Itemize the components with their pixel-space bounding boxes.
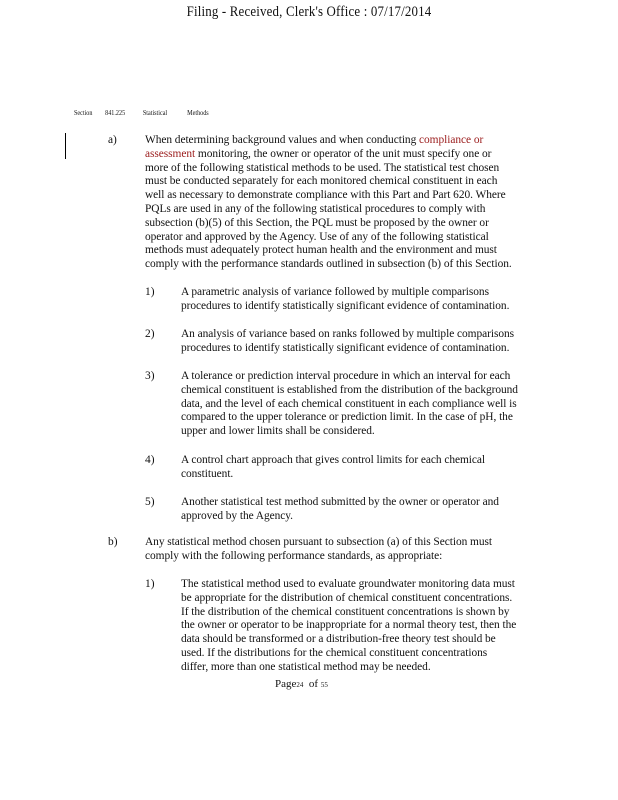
item-a3-text xyxy=(181,370,591,439)
para-a-line2-text: monitoring, the owner or operator of the unit must specify one or xyxy=(195,147,492,160)
revision-insert-text: compliance or xyxy=(419,134,484,146)
list-item-line: A parametric analysis of variance followed by multiple comparisons xyxy=(181,286,489,298)
page-number xyxy=(275,678,328,690)
para-a-marker: a) xyxy=(108,134,117,146)
list-item-line: compared to the upper tolerance or prediction limit. In the case of pH, the xyxy=(181,411,513,424)
item-a4-marker: 4) xyxy=(145,454,155,466)
list-item-line: If the distribution of the chemical constituent concentrations is shown by xyxy=(181,605,510,618)
list-item-line: used. If the distributions for the chemical constituent concentrations xyxy=(181,646,488,659)
para-b-line: Any statistical method chosen pursuant to subsection (a) of this Section must xyxy=(145,536,492,548)
para-b-text xyxy=(145,536,595,564)
para-a-line: operator and approved by the Agency. Use of any of the following statistical xyxy=(145,230,489,243)
para-a-line: subsection (b)(5) of this Section, the PQL must be proposed by the owner or xyxy=(145,216,489,229)
section-heading xyxy=(74,108,209,117)
list-item-line: The statistical method used to evaluate groundwater monitoring data must xyxy=(181,578,515,590)
list-item-line: A tolerance or prediction interval procedure in which an interval for each xyxy=(181,370,511,382)
section-number: 841.225 xyxy=(105,108,126,117)
para-b-line: comply with the following performance standards, as appropriate: xyxy=(145,549,443,562)
item-a3-marker: 3) xyxy=(145,370,155,382)
item-a1-marker: 1) xyxy=(145,286,155,298)
para-a-line xyxy=(145,134,600,148)
para-a-line: comply with the performance standards outlined in subsection (b) of this Section. xyxy=(145,258,512,271)
para-a-line: methods must adequately protect human health and the environment and must xyxy=(145,244,497,257)
para-a-line: well as necessary to demonstrate compliance with this Part and Part 620. Where xyxy=(145,189,506,202)
item-b1-text xyxy=(181,578,591,675)
para-a-line: PQLs are used in any of the following statistical procedures to comply with xyxy=(145,202,486,215)
page-label: Page xyxy=(275,678,297,690)
list-item-line: constituent. xyxy=(181,467,234,480)
item-a1-text xyxy=(181,286,591,314)
para-b-marker: b) xyxy=(108,536,118,548)
list-item-line: upper and lower limits shall be considered. xyxy=(181,425,375,438)
list-item-line: procedures to identify statistically significant evidence of contamination. xyxy=(181,341,510,354)
para-a-line: must be conducted separately for each monitored chemical constituent in each xyxy=(145,175,498,188)
revision-insert-text: assessment xyxy=(145,147,196,160)
item-a5-marker: 5) xyxy=(145,496,155,508)
item-a4-text xyxy=(181,454,591,482)
page-total: 55 xyxy=(320,681,328,689)
item-a2-text xyxy=(181,328,591,356)
page-of-label: of xyxy=(308,678,319,690)
section-word: Section xyxy=(74,108,93,117)
list-item-line: chemical constituent is established from the distribution of the background xyxy=(181,383,518,396)
list-item-line: the owner or operator to be inappropriate for a normal theory test, then the xyxy=(181,619,517,632)
para-a-line: more of the following statistical methods to be used. The statistical test chosen xyxy=(145,161,500,174)
list-item-line: differ, more than one statistical method may be needed. xyxy=(181,660,431,673)
para-a-line xyxy=(145,148,600,162)
list-item-line: be appropriate for the distribution of chemical constituent concentrations. xyxy=(181,591,513,604)
page-current: 24 xyxy=(296,681,304,689)
item-b1-marker: 1) xyxy=(145,578,155,590)
list-item-line: data, and the level of each chemical constituent in each compliance well is xyxy=(181,397,517,410)
list-item-line: data should be transformed or a distribution-free theory test should be xyxy=(181,633,496,646)
para-a-line1-text: When determining background values and when conducting xyxy=(145,134,420,146)
filing-stamp: Filing - Received, Clerk's Office : 07/17/2014 xyxy=(186,4,432,20)
list-item-line: An analysis of variance based on ranks followed by multiple comparisons xyxy=(181,328,515,340)
revision-change-bar xyxy=(65,133,66,159)
para-a-text xyxy=(145,134,600,272)
section-title-methods: Methods xyxy=(187,108,209,117)
list-item-line: A control chart approach that gives control limits for each chemical xyxy=(181,454,486,466)
item-a5-text xyxy=(181,496,591,524)
list-item-line: procedures to identify statistically significant evidence of contamination. xyxy=(181,299,510,312)
list-item-line: approved by the Agency. xyxy=(181,509,293,522)
item-a2-marker: 2) xyxy=(145,328,155,340)
section-title-statistical: Statistical xyxy=(142,108,168,117)
list-item-line: Another statistical test method submitted by the owner or operator and xyxy=(181,496,499,508)
